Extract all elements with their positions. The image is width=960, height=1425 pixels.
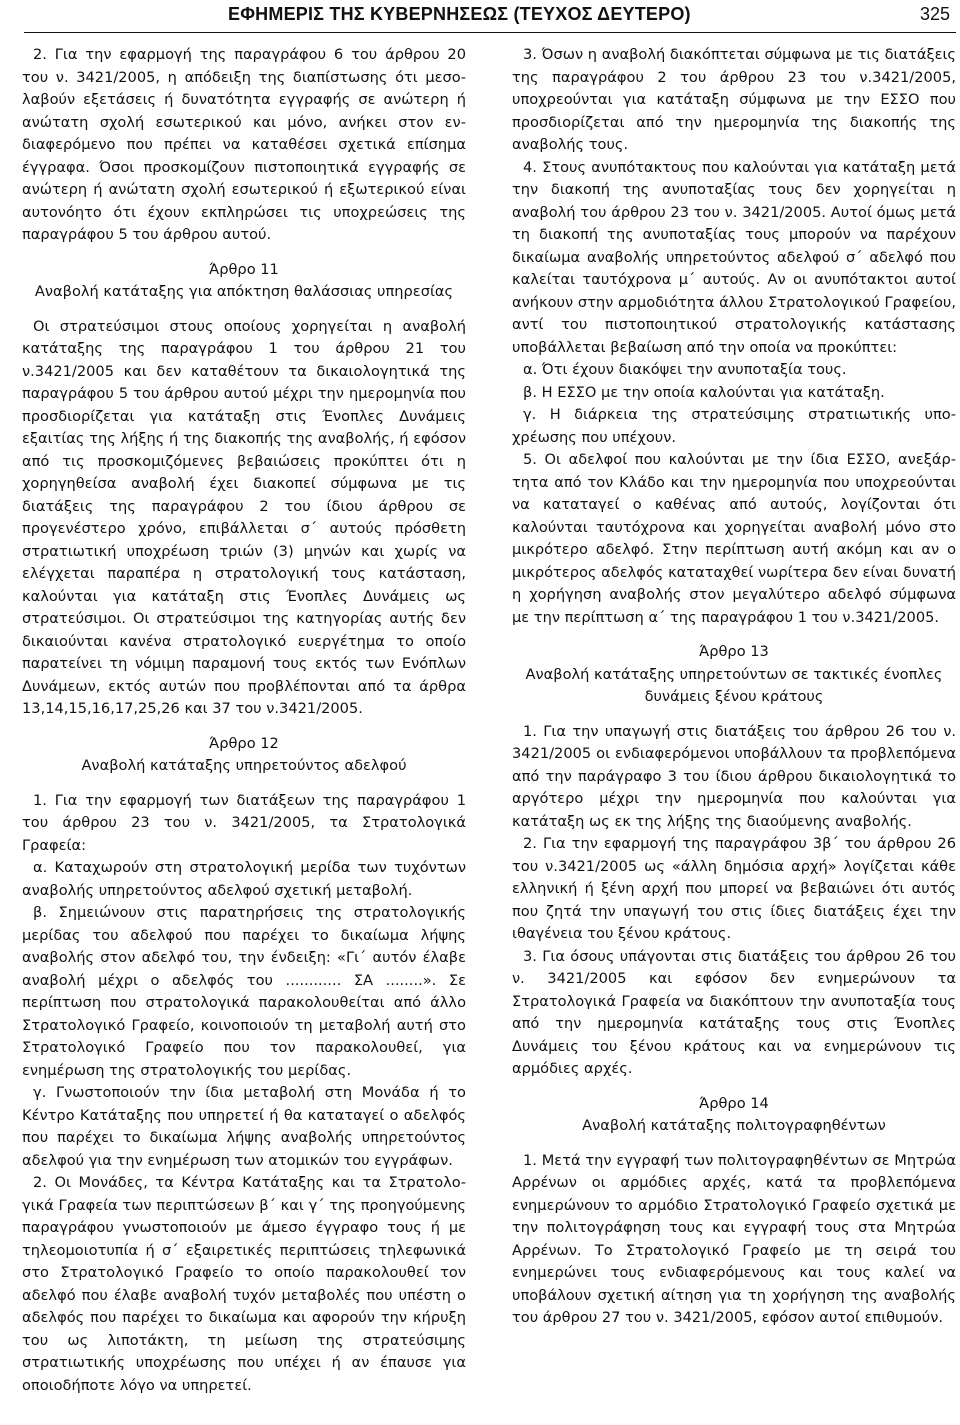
body-paragraph: Οι στρατεύσιμοι στους οποίους χορηγείται η αναβολή κατάταξης της παραγράφου 1 του άρθρου 21 του ν.3421/2005 και δεν καταθέτουν τα δικαιολογητικά της παραγράφου 5 του άρθρου αυτού μέχρι την ημερομηνία που προσδιορίζεται για κατάταξη στις Ένοπλες Δυνάμεις εξαιτίας της λήξης ή της διακοπής της αναβολής, ή εφόσον από τις προσκομιζόμενες βεβαιώσεις προκύπτει ότι η χορηγηθείσα αναβολή έχει διακοπεί σύμφωνα με τις διατάξεις της παραγράφου 2 του ίδιου άρθρου σε προγενέστερο χρόνο, επιβάλλεται σ΄ αυτούς πρόσθετη στρατιωτική υποχρέωση τριών (3) μηνών και χωρίς να ελέγχεται παραπέρα η στρατολογική τους κατάσταση, καλούνται για κατάταξη στις Ένοπλες Δυνάμεις ως στρατεύσιμοι. Οι στρατεύσιμοι της κατηγορίας αυτής δεν δικαιούνται κανένα στρατολογικό ευεργέτημα το οποίο παρατείνει τη νόμιμη παραμονή τους εκτός των Ενόπλων Δυνάμεων, εκτός αυτών που προβλέπονται από τα άρθρα 13,14,15,16,17,25,26 και 37 του ν.3421/2005. [22, 317, 466, 717]
article-title: Αναβολή κατάταξης υπηρετούντων σε τακτικές ένοπλες δυνάμεις ξένου κράτους [525, 665, 943, 705]
page-number: 325 [919, 4, 950, 24]
body-paragraph: γ. Γνωστοποιούν την ίδια μεταβολή στη Μονάδα ή το Κέντρο Κατάταξης που υπηρετεί ή θα καταταγεί ο αδελφός που παρέχει το δικαίωμα λήψης αναβολής υπηρετούντος αδελφού για την ενημέρωση των ατομικών του εγγράφων. [22, 1084, 466, 1169]
body-paragraph: 1. Για την εφαρμογή των διατάξεων της παραγράφου 1 του άρθρου 23 του ν. 3421/2005, τα Στρατολογικά Γραφεία: [22, 791, 466, 854]
body-paragraph: α. Ότι έχουν διακόψει την ανυποταξία τους. [523, 361, 847, 378]
right-column [512, 44, 956, 1330]
body-paragraph: 3. Όσων η αναβολή διακόπτεται σύμφωνα με τις διατάξεις της παραγράφου 2 του άρθρου 23 του ν.3421/2005, υποχρεούνται για κατάταξη σύμφωνα με την ΕΣΣΟ που προσδιορίζεται από την ημερομηνία της διακοπής της αναβολής τους. [512, 46, 956, 153]
article-title: Αναβολή κατάταξης πολιτογραφηθέντων [582, 1117, 886, 1134]
body-paragraph: 2. Για την εφαρμογή της παραγράφου 3β΄ του άρθρου 26 του ν.3421/2005 ως «άλλη δημόσια αρχή» λογίζεται κάθε ελληνική ή ξένη αρχή που μπορεί να βεβαιώνει ότι αυτός που ζητά την υπαγωγή του στις ίδιες διατάξεις έχει την ιθαγένεια του ξένου κράτους. [512, 835, 956, 942]
body-paragraph: β. Η ΕΣΣΟ με την οποία καλούνται για κατάταξη. [523, 383, 885, 401]
header-rule [24, 32, 956, 33]
body-paragraph: β. Σημειώνουν στις παρατηρήσεις της στρατολογικής μερίδας του αδελφού που παρέχει το δικαίωμα λήψης αναβολής στον αδελφό του, την ένδειξη: «Γι΄ αυτόν έλαβε αναβολή μέχρι ο αδελφός του ............ ΣΑ ........». Σε περίπτωση που στρατολογικά παρακολουθείται από άλλο Στρατολογικό Γραφείο, κοινοποιούν τη μεταβολή αυτή στο Στρατολογικό Γραφείο που τον παρακολουθεί, για ενημέρωση της στρατολογικής του μερίδας. [22, 904, 466, 1079]
article-heading: Άρθρο 12 [209, 734, 279, 752]
article-heading: Άρθρο 14 [699, 1094, 769, 1112]
body-paragraph: 2. Για την εφαρμογή της παραγράφου 6 του άρθρου 20 του ν. 3421/2005, η απόδειξη της διαπίστωσης ότι μεσολαβούν εξετάσεις ή δυνατότητα εγγραφής σε ανώτερη ή ανώτατη σχολή εσωτερικού και μόνο, ανήκει στον ενδιαφερόμενο που πρέπει να καταθέσει σχετικά επίσημα έγγραφα. Όσοι προσκομίζουν πιστοποιητικά εγγραφής σε ανώτερη ή ανώτατη σχολή εσωτερικού ή εξωτερικού είναι αυτονόητο ότι έχουν εκπληρώσει τις υποχρεώσεις της παραγράφου 5 του άρθρου αυτού. [22, 46, 466, 243]
article-heading: Άρθρο 11 [209, 260, 279, 278]
body-paragraph: 1. Για την υπαγωγή στις διατάξεις του άρθρου 26 του ν. 3421/2005 οι ενδιαφερόμενοι υποβάλλουν τα προβλεπόμενα από την παράγραφο 3 του ίδιου άρθρου δικαιολογητικά το αργότερο μέχρι την ημερομηνία που καλούνται για κατάταξη ως εκ της λήξης της διαούμενης αναβολής. [512, 722, 956, 830]
article-title: Αναβολή κατάταξης για απόκτηση θαλάσσιας υπηρεσίας [34, 283, 454, 300]
article-title: Αναβολή κατάταξης υπηρετούντος αδελφού [81, 757, 407, 774]
body-paragraph: γ. Η διάρκεια της στρατεύσιμης στρατιωτικής υποχρέωσης που υπέχουν. [512, 406, 956, 446]
body-paragraph: 5. Οι αδελφοί που καλούνται με την ίδια ΕΣΣΟ, ανεξάρτητα από τον Κλάδο και την ημερομηνία που υποχρεούνται να καταταγεί ο καθένας από αυτούς, λογίζονται ότι καλούνται ταυτόχρονα και χορηγείται αναβολή μόνο στο μικρότερο αδελφό. Στην περίπτωση αυτή ακόμη και αν ο μικρότερος αδελφός καταταχθεί νωρίτερα δεν είναι δυνατή η χορήγηση αναβολής στον μεγαλύτερο αδελφό σύμφωνα με την περίπτωση α΄ της παραγράφου 1 του ν.3421/2005. [512, 451, 956, 626]
body-paragraph: 2. Οι Μονάδες, τα Κέντρα Κατάταξης και τα Στρατολογικά Γραφεία των περιπτώσεων β΄ και γ΄ της προηγούμενης παραγράφου γνωστοποιούν με άμεσο έγγραφο τους ή με τηλεομοιοτυπία ή σ΄ εξαιρετικές περιπτώσεις τηλεφωνικά στο Στρατολογικό Γραφείο το οποίο παρακολουθεί τον αδελφό που έλαβε αναβολή τυχόν μεταβολές που υπέστη ο αδελφός που παρέχει το δικαίωμα και αφορούν την κήρυξη του ως λιποτάκτη, τη μείωση της στρατεύσιμης στρατιωτικής υποχρέωσης που υπέχει ή αν έπαυσε για οποιοδήποτε λόγο να υπηρετεί. [22, 1174, 466, 1394]
body-paragraph: α. Καταχωρούν στη στρατολογική μερίδα των τυχόντων αναβολής υπηρετούντος αδελφού σχετική μεταβολή. [22, 859, 466, 899]
body-paragraph: 3. Για όσους υπάγονται στις διατάξεις του άρθρου 26 του ν. 3421/2005 και εφόσον δεν ενημερώνουν τα Στρατολογικά Γραφεία να διακόπτουν την ανυποταξία τους από την ημερομηνία κατάταξης τους στις Ένοπλες Δυνάμεις του ξένου κράτους και να ενημερώνουν τις αρμόδιες αρχές. [512, 947, 956, 1077]
body-paragraph: 4. Στους ανυπότακτους που καλούνται για κατάταξη μετά την διακοπή της ανυποταξίας τους δεν χορηγείται η αναβολή του άρθρου 23 του ν. 3421/2005. Αυτοί όμως μετά τη διακοπή της ανυποταξίας τους μπορούν να παρέχουν δικαίωμα αναβολής υπηρετούντος αδελφού σ΄ αδελφό που καλείται ταυτόχρονα μ΄ αυτούς. Αν οι ανυπότακτοι αυτοί ανήκουν στην αρμοδιότητα άλλου Στρατολογικού Γραφείου, αντί του πιστοποιητικού στρατολογικής κατάστασης υποβάλλεται βεβαίωση από την οποία να προκύπτει: [512, 158, 956, 356]
gazette-title: ΕΦΗΜΕΡΙΣ ΤΗΣ ΚΥΒΕΡΝΗΣΕΩΣ (ΤΕΥΧΟΣ ΔΕΥΤΕΡΟ) [228, 4, 691, 24]
page-header [0, 0, 960, 36]
left-column [22, 44, 466, 1397]
article-heading: Άρθρο 13 [699, 643, 769, 660]
body-paragraph: 1. Μετά την εγγραφή των πολιτογραφηθέντων σε Μητρώα Αρρένων οι αρμόδιες αρχές, κατά τα προβλεπόμενα ενημερώνουν το αρμόδιο Στρατολογικό Γραφείο σχετικά με την πολιτογράφηση τους και εγγραφή τους στα Μητρώα Αρρένων. Το Στρατολογικό Γραφείο με τη σειρά του ενημερώνει τους ενδιαφερόμενους και τους καλεί να υποβάλουν σχετική αίτηση για τη χορήγηση της αναβολής του άρθρου 27 του ν. 3421/2005, εφόσον αυτοί επιθυμούν. [512, 1151, 956, 1326]
